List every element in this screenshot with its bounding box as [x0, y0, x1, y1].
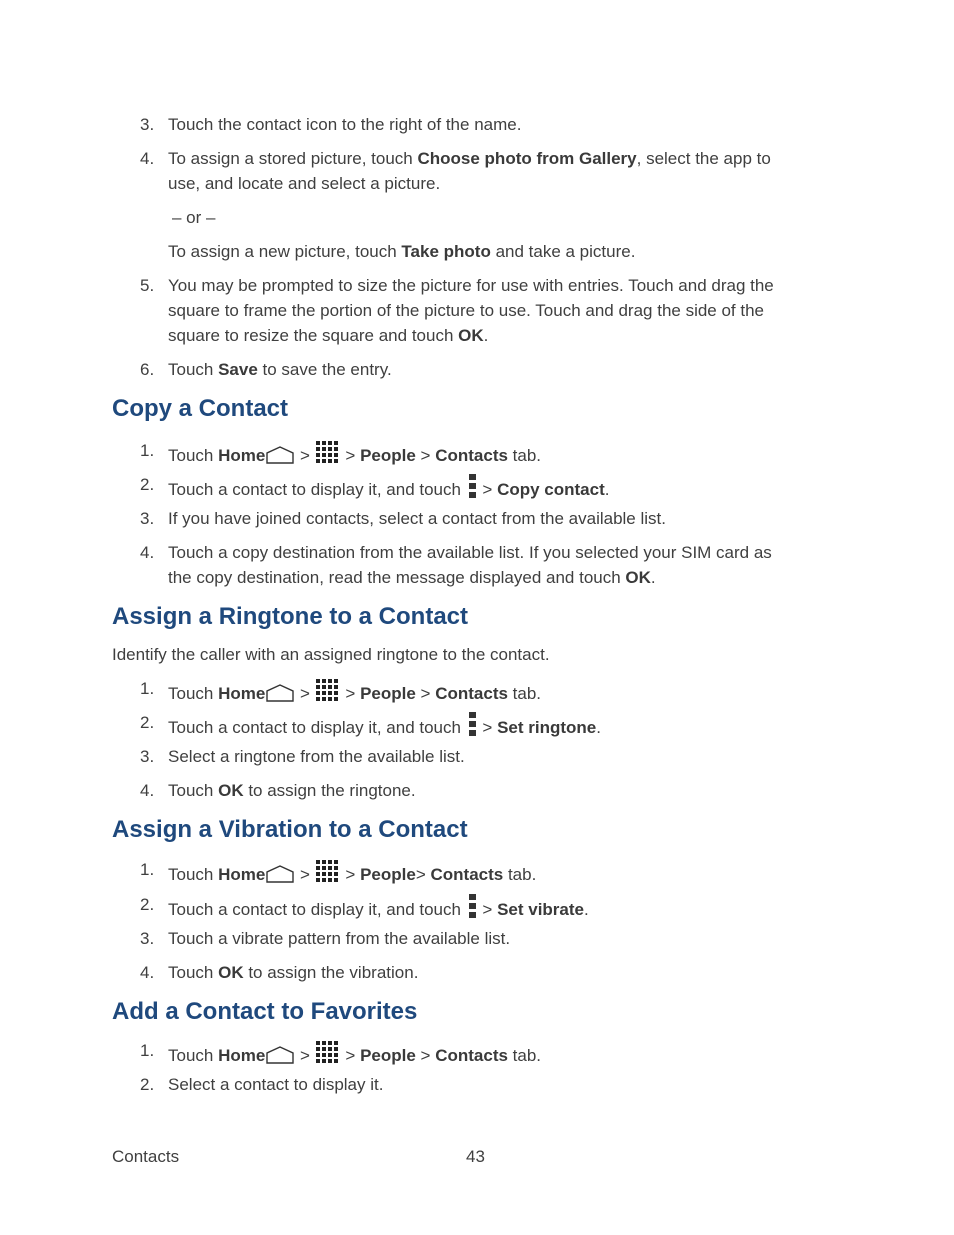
menu-dots-icon	[466, 474, 478, 504]
section-heading-copy-contact: Copy a Contact	[112, 395, 289, 422]
step-number: 2.	[140, 1075, 155, 1094]
step-text: Select a ringtone from the available list.	[168, 747, 465, 766]
or-separator: – or –	[172, 208, 216, 227]
step-text: Touch a contact to display it, and touch > Copy contact.	[168, 474, 609, 504]
step-text: Touch Home > > People > Contacts tab.	[168, 678, 541, 708]
section-heading-assign-vibration: Assign a Vibration to a Contact	[112, 816, 468, 843]
section-intro: Identify the caller with an assigned ringtone to the contact.	[112, 645, 550, 664]
step-text: If you have joined contacts, select a contact from the available list.	[168, 509, 666, 528]
step-number: 4.	[140, 781, 155, 800]
apps-grid-icon	[315, 678, 341, 708]
step-text: the copy destination, read the message displayed and touch OK.	[168, 568, 656, 587]
step-text: To assign a new picture, touch Take photo and take a picture.	[168, 242, 636, 261]
section-heading-assign-ringtone: Assign a Ringtone to a Contact	[112, 603, 469, 630]
apps-grid-icon	[315, 440, 341, 470]
step-text: Touch a contact to display it, and touch > Set vibrate.	[168, 894, 589, 924]
step-text: square to resize the square and touch OK.	[168, 326, 489, 345]
step-text: Touch a vibrate pattern from the available list.	[168, 929, 511, 948]
apps-grid-icon	[315, 1040, 341, 1070]
step-number: 3.	[140, 115, 155, 134]
menu-dots-icon	[466, 894, 478, 924]
step-number: 1.	[140, 679, 155, 698]
step-number: 2.	[140, 895, 155, 914]
step-text: You may be prompted to size the picture for use with entries. Touch and drag the	[168, 276, 774, 295]
home-icon	[265, 684, 295, 708]
step-number: 4.	[140, 149, 155, 168]
step-number: 3.	[140, 509, 155, 528]
step-number: 2.	[140, 713, 155, 732]
step-number: 1.	[140, 860, 155, 879]
step-text: To assign a stored picture, touch Choose photo from Gallery, select the app to	[168, 149, 771, 168]
step-text: Touch OK to assign the vibration.	[168, 963, 419, 982]
step-text: Touch Home > > People > Contacts tab.	[168, 1040, 541, 1070]
step-number: 5.	[140, 276, 155, 295]
step-text: Select a contact to display it.	[168, 1075, 384, 1094]
step-text: square to frame the portion of the picture to use. Touch and drag the side of the	[168, 301, 765, 320]
step-text: Touch a contact to display it, and touch > Set ringtone.	[168, 712, 601, 742]
home-icon	[265, 446, 295, 470]
step-number: 3.	[140, 929, 155, 948]
step-text: Touch the contact icon to the right of the name.	[168, 115, 522, 134]
step-number: 4.	[140, 543, 155, 562]
step-text: Touch OK to assign the ringtone.	[168, 781, 416, 800]
step-text: Touch a copy destination from the available list. If you selected your SIM card as	[168, 543, 772, 562]
menu-dots-icon	[466, 712, 478, 742]
section-heading-add-favorites: Add a Contact to Favorites	[112, 998, 418, 1025]
footer-section-name: Contacts	[112, 1147, 180, 1166]
step-text: Touch Home > > People> Contacts tab.	[168, 859, 536, 889]
step-number: 6.	[140, 360, 155, 379]
page-number: 43	[466, 1147, 485, 1166]
step-number: 1.	[140, 1041, 155, 1060]
step-number: 3.	[140, 747, 155, 766]
step-number: 4.	[140, 963, 155, 982]
step-number: 2.	[140, 475, 155, 494]
step-text: Touch Save to save the entry.	[168, 360, 392, 379]
home-icon	[265, 1046, 295, 1070]
apps-grid-icon	[315, 859, 341, 889]
step-number: 1.	[140, 441, 155, 460]
step-text: use, and locate and select a picture.	[168, 174, 441, 193]
step-text: Touch Home > > People > Contacts tab.	[168, 440, 541, 470]
home-icon	[265, 865, 295, 889]
